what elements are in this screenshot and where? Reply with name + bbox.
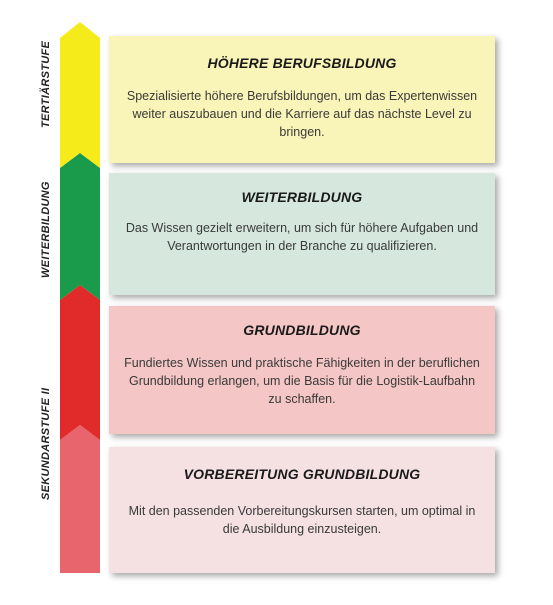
box-description: Mit den passenden Vorbereitungskursen starten, um optimal in die Ausbildung einzusteigen. xyxy=(128,504,476,536)
box-description: Fundiertes Wissen und praktische Fähigkeiten in der beruflichen Grundbildung erlangen, um die Basis für die Logistik-Laufbahn zu schaffen. xyxy=(124,356,480,406)
side-label-tertiary: TERTIÄRSTUFE xyxy=(40,40,52,128)
box-title: GRUNDBILDUNG xyxy=(243,322,361,338)
box-title: WEITERBILDUNG xyxy=(241,189,363,205)
progression-arrow xyxy=(60,0,100,605)
arrow-segment-preparation xyxy=(60,425,100,573)
box-grundbildung xyxy=(109,306,495,434)
arrow-segment-basic xyxy=(60,285,100,440)
box-title: VORBEREITUNG GRUNDBILDUNG xyxy=(183,466,421,482)
box-description: Spezialisierte höhere Berufsbildungen, um das Expertenwissen weiter auszubauen und die Karriere auf das nächste Level zu bringen. xyxy=(126,89,478,139)
arrow-segment-higher xyxy=(60,22,100,168)
side-label-secondary: SEKUNDARSTUFE II xyxy=(40,387,52,500)
arrow-segment-continuing xyxy=(60,153,100,300)
box-title: HÖHERE BERUFSBILDUNG xyxy=(207,55,397,71)
side-label-continuing: WEITERBILDUNG xyxy=(40,181,52,278)
box-vorbereitung-grundbildung xyxy=(109,447,495,573)
box-weiterbildung xyxy=(109,173,495,295)
box-description: Das Wissen gezielt erweitern, um sich für höhere Aufgaben und Verantwortungen in der Branche zu qualifizieren. xyxy=(125,221,479,253)
box-hoehere-berufsbildung xyxy=(109,36,495,163)
